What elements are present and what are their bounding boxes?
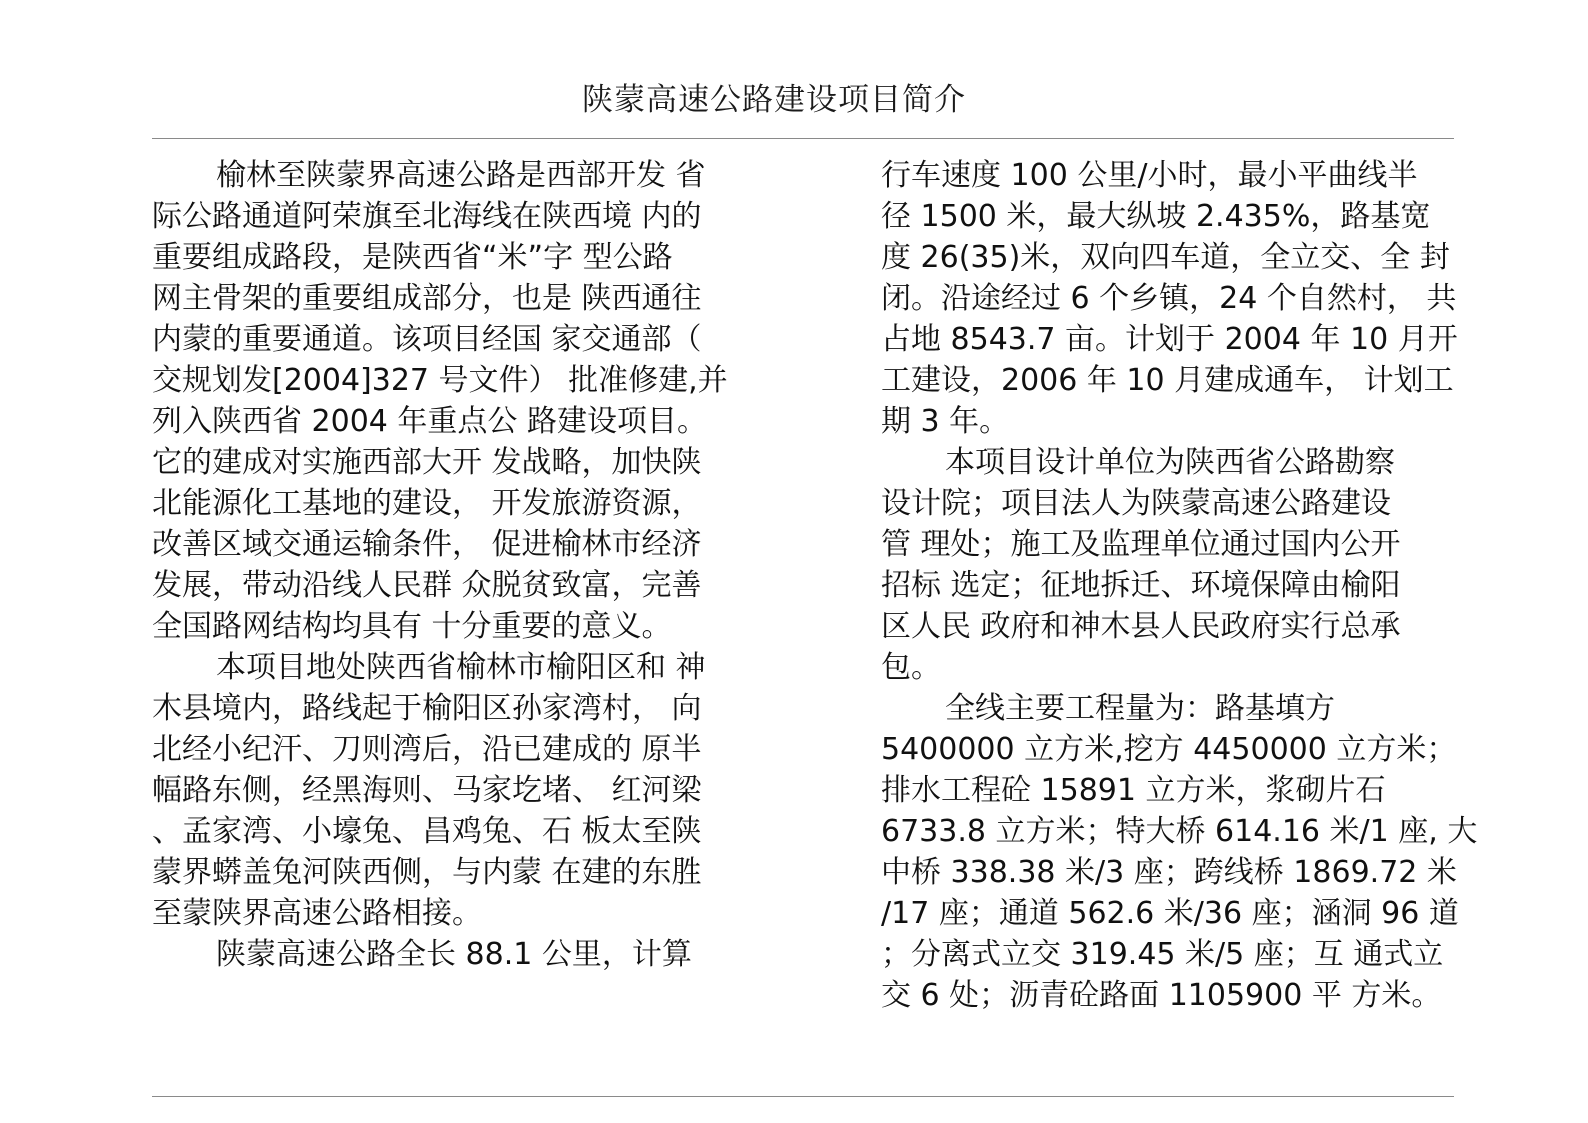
text-line: 木县境内，路线起于榆阳区孙家湾村， 向 [152,691,702,726]
text-line: 区人民 政府和神木县人民政府实行总承 [881,609,1401,644]
text-line: 全线主要工程量为：路基填方 [945,691,1335,726]
text-line: 、孟家湾、小壕兔、昌鸡兔、石 板太至陕 [152,814,702,849]
page-title: 陕蒙高速公路建设项目简介 [582,82,966,118]
text-line: 行车速度 100 公里/小时，最小平曲线半 [881,158,1418,193]
text-line: /17 座；通道 562.6 米/36 座；涵洞 96 道 [881,896,1459,931]
text-line: 蒙界蟒盖兔河陕西侧，与内蒙 在建的东胜 [152,855,702,890]
text-line: 招标 选定；征地拆迁、环境保障由榆阳 [881,568,1401,603]
text-line: 度 26(35)米，双向四车道，全立交、全 封 [881,240,1450,275]
text-line: 径 1500 米，最大纵坡 2.435%，路基宽 [881,199,1431,234]
text-line: 北经小纪汗、刀则湾后，沿已建成的 原半 [152,732,702,767]
left-text-column [152,155,742,975]
text-line: 发展，带动沿线人民群 众脱贫致富，完善 [152,568,702,603]
right-text-column [881,155,1491,1016]
text-line: 期 3 年。 [881,404,1010,439]
text-line: 排水工程砼 15891 立方米，浆砌片石 [881,773,1386,808]
text-line: 6733.8 立方米；特大桥 614.16 米/1 座, 大 [881,814,1478,849]
text-line: 陕蒙高速公路全长 88.1 公里，计算 [216,937,692,972]
text-line: ；分离式立交 319.45 米/5 座；互 通式立 [881,937,1444,972]
text-line: 全国路网结构均具有 十分重要的意义。 [152,609,672,644]
text-line: 幅路东侧，经黑海则、马家圪堵、 红河梁 [152,773,702,808]
text-line: 工建设，2006 年 10 月建成通车， 计划工 [881,363,1454,398]
text-line: 榆林至陕蒙界高速公路是西部开发 省 [216,158,706,193]
text-line: 本项目设计单位为陕西省公路勘察 [945,445,1395,480]
text-line: 北能源化工基地的建设， 开发旅游资源， [152,486,702,521]
bottom-divider [152,1096,1454,1097]
text-line: 交 6 处；沥青砼路面 1105900 平 方米。 [881,978,1442,1013]
text-line: 本项目地处陕西省榆林市榆阳区和 神 [216,650,706,685]
text-line: 5400000 立方米,挖方 4450000 立方米； [881,732,1457,767]
text-line: 内蒙的重要通道。该项目经国 家交通部（ [152,322,702,357]
text-line: 设计院；项目法人为陕蒙高速公路建设 [881,486,1391,521]
top-divider [152,138,1454,139]
text-line: 它的建成对实施西部大开 发战略，加快陕 [152,445,702,480]
text-line: 闭。沿途经过 6 个乡镇，24 个自然村， 共 [881,281,1457,316]
text-line: 际公路通道阿荣旗至北海线在陕西境 内的 [152,199,702,234]
text-line: 占地 8543.7 亩。计划于 2004 年 10 月开 [881,322,1458,357]
text-line: 列入陕西省 2004 年重点公 路建设项目。 [152,404,707,439]
text-line: 中桥 338.38 米/3 座；跨线桥 1869.72 米 [881,855,1457,890]
text-line: 改善区域交通运输条件， 促进榆林市经济 [152,527,702,562]
text-line: 包。 [881,650,941,685]
text-line: 至蒙陕界高速公路相接。 [152,896,482,931]
text-line: 重要组成路段，是陕西省“米”字 型公路 [152,240,673,275]
text-line: 管 理处；施工及监理单位通过国内公开 [881,527,1401,562]
text-line: 网主骨架的重要组成部分，也是 陕西通往 [152,281,702,316]
text-line: 交规划发[2004]327 号文件） 批准修建,并 [152,363,728,398]
